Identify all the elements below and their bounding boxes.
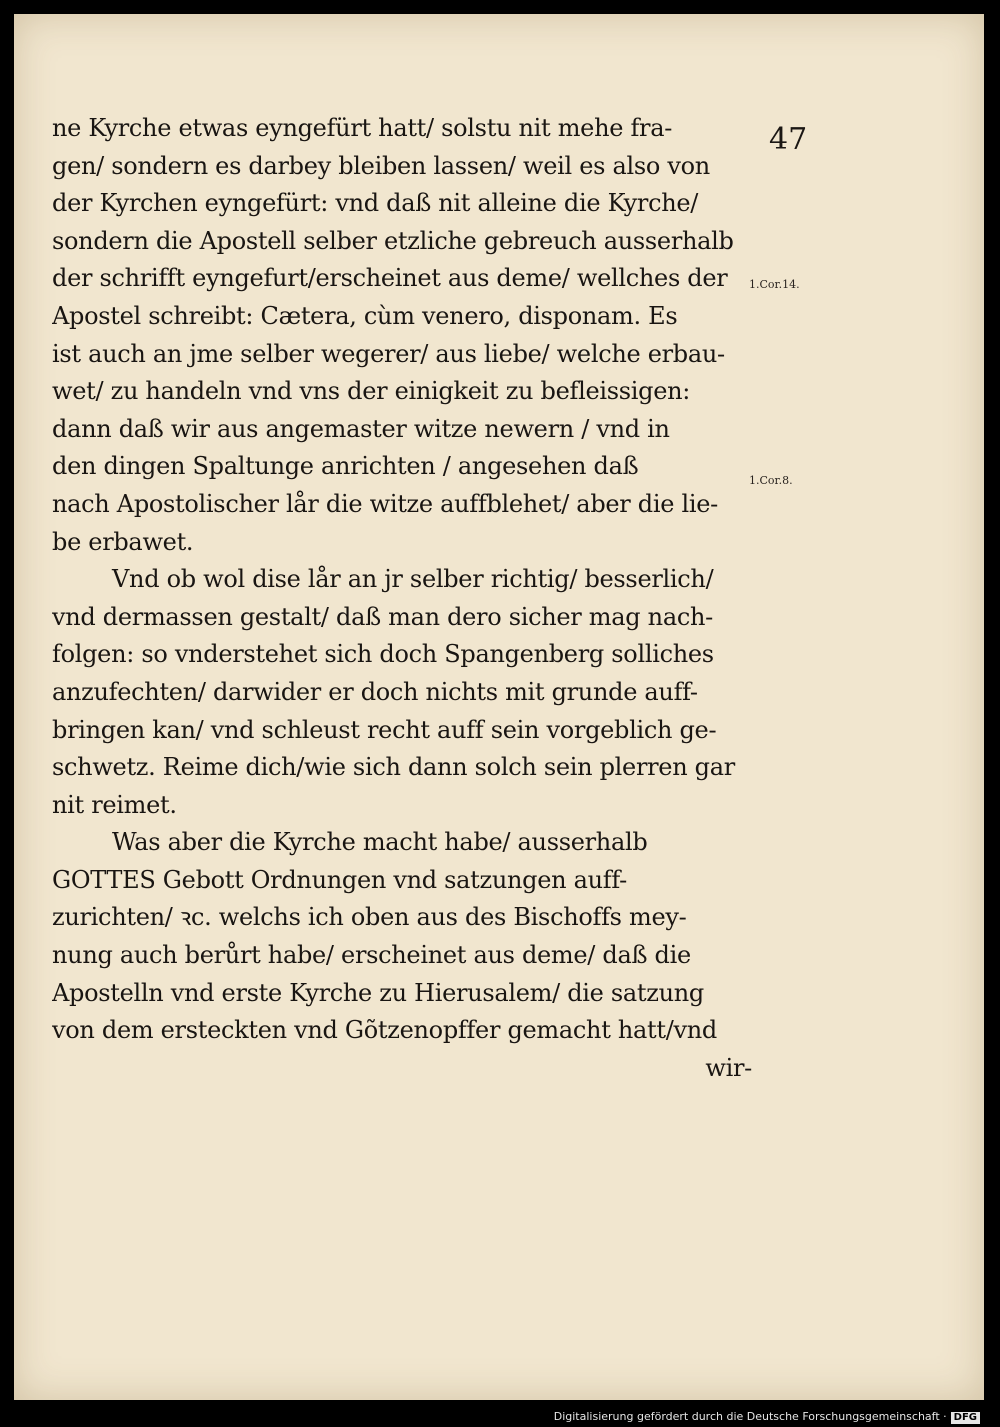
margin-note-cor8: 1.Cor.8. — [749, 474, 793, 487]
paragraph-start-line: Was aber die Kyrche macht habe/ ausserhalb — [112, 828, 648, 857]
text-line: wet/ zu handeln vnd vns der einigkeit zu befleissigen: — [52, 377, 691, 406]
text-line: GOTTES Gebott Ordnungen vnd satzungen auff- — [52, 865, 627, 894]
text-line: nach Apostolischer lår die witze auffblehet/ aber die lie- — [52, 489, 718, 518]
text-line: sondern die Apostell selber etzliche gebreuch ausserhalb — [52, 226, 734, 255]
funding-footer — [554, 1410, 980, 1424]
text-line: Apostel schreibt: Cætera, cùm venero, disponam. Es — [52, 301, 678, 330]
text-line: gen/ sondern es darbey bleiben lassen/ weil es also von — [52, 151, 710, 180]
text-line: anzufechten/ darwider er doch nichts mit grunde auff- — [52, 677, 698, 706]
funding-text: Digitalisierung gefördert durch die Deutsche Forschungsgemeinschaft · — [553, 1410, 947, 1423]
text-line: der schrifft eyngefurt/erscheinet aus deme/ wellches der — [52, 264, 728, 293]
catchword: wir- — [705, 1053, 752, 1082]
scanned-page — [14, 14, 984, 1400]
text-line: folgen: so vnderstehet sich doch Spangenberg solliches — [52, 640, 714, 669]
margin-note-cor14: 1.Cor.14. — [749, 278, 800, 291]
text-line: dann daß wir aus angemaster witze newern / vnd in — [52, 414, 670, 443]
dfg-logo: DFG — [951, 1412, 980, 1424]
text-line: vnd dermassen gestalt/ daß man dero sicher mag nach- — [52, 602, 713, 631]
text-line: bringen kan/ vnd schleust recht auff sein vorgeblich ge- — [52, 715, 717, 744]
text-line: von dem ersteckten vnd Gõtzenopffer gemacht hatt/vnd — [52, 1016, 717, 1045]
text-line: be erbawet. — [52, 527, 194, 556]
text-line: nung auch berůrt habe/ erscheinet aus deme/ daß die — [52, 941, 691, 970]
body-text — [52, 110, 752, 1087]
text-line: zurichten/ ꝛc. welchs ich oben aus des Bischoffs mey- — [52, 903, 687, 932]
text-line: nit reimet. — [52, 790, 177, 819]
text-line: schwetz. Reime dich/wie sich dann solch sein plerren gar — [52, 753, 735, 782]
text-line: der Kyrchen eyngefürt: vnd daß nit alleine die Kyrche/ — [52, 189, 699, 218]
text-line: ist auch an jme selber wegerer/ aus liebe/ welche erbau- — [52, 339, 725, 368]
page-number: 47 — [769, 122, 808, 157]
text-line: den dingen Spaltunge anrichten / angesehen daß — [52, 452, 639, 481]
text-line: Apostelln vnd erste Kyrche zu Hierusalem/ die satzung — [52, 978, 704, 1007]
text-line: ne Kyrche etwas eyngefürt hatt/ solstu nit mehe fra- — [52, 114, 673, 142]
paragraph-start-line: Vnd ob wol dise lår an jr selber richtig/ besserlich/ — [112, 565, 714, 594]
